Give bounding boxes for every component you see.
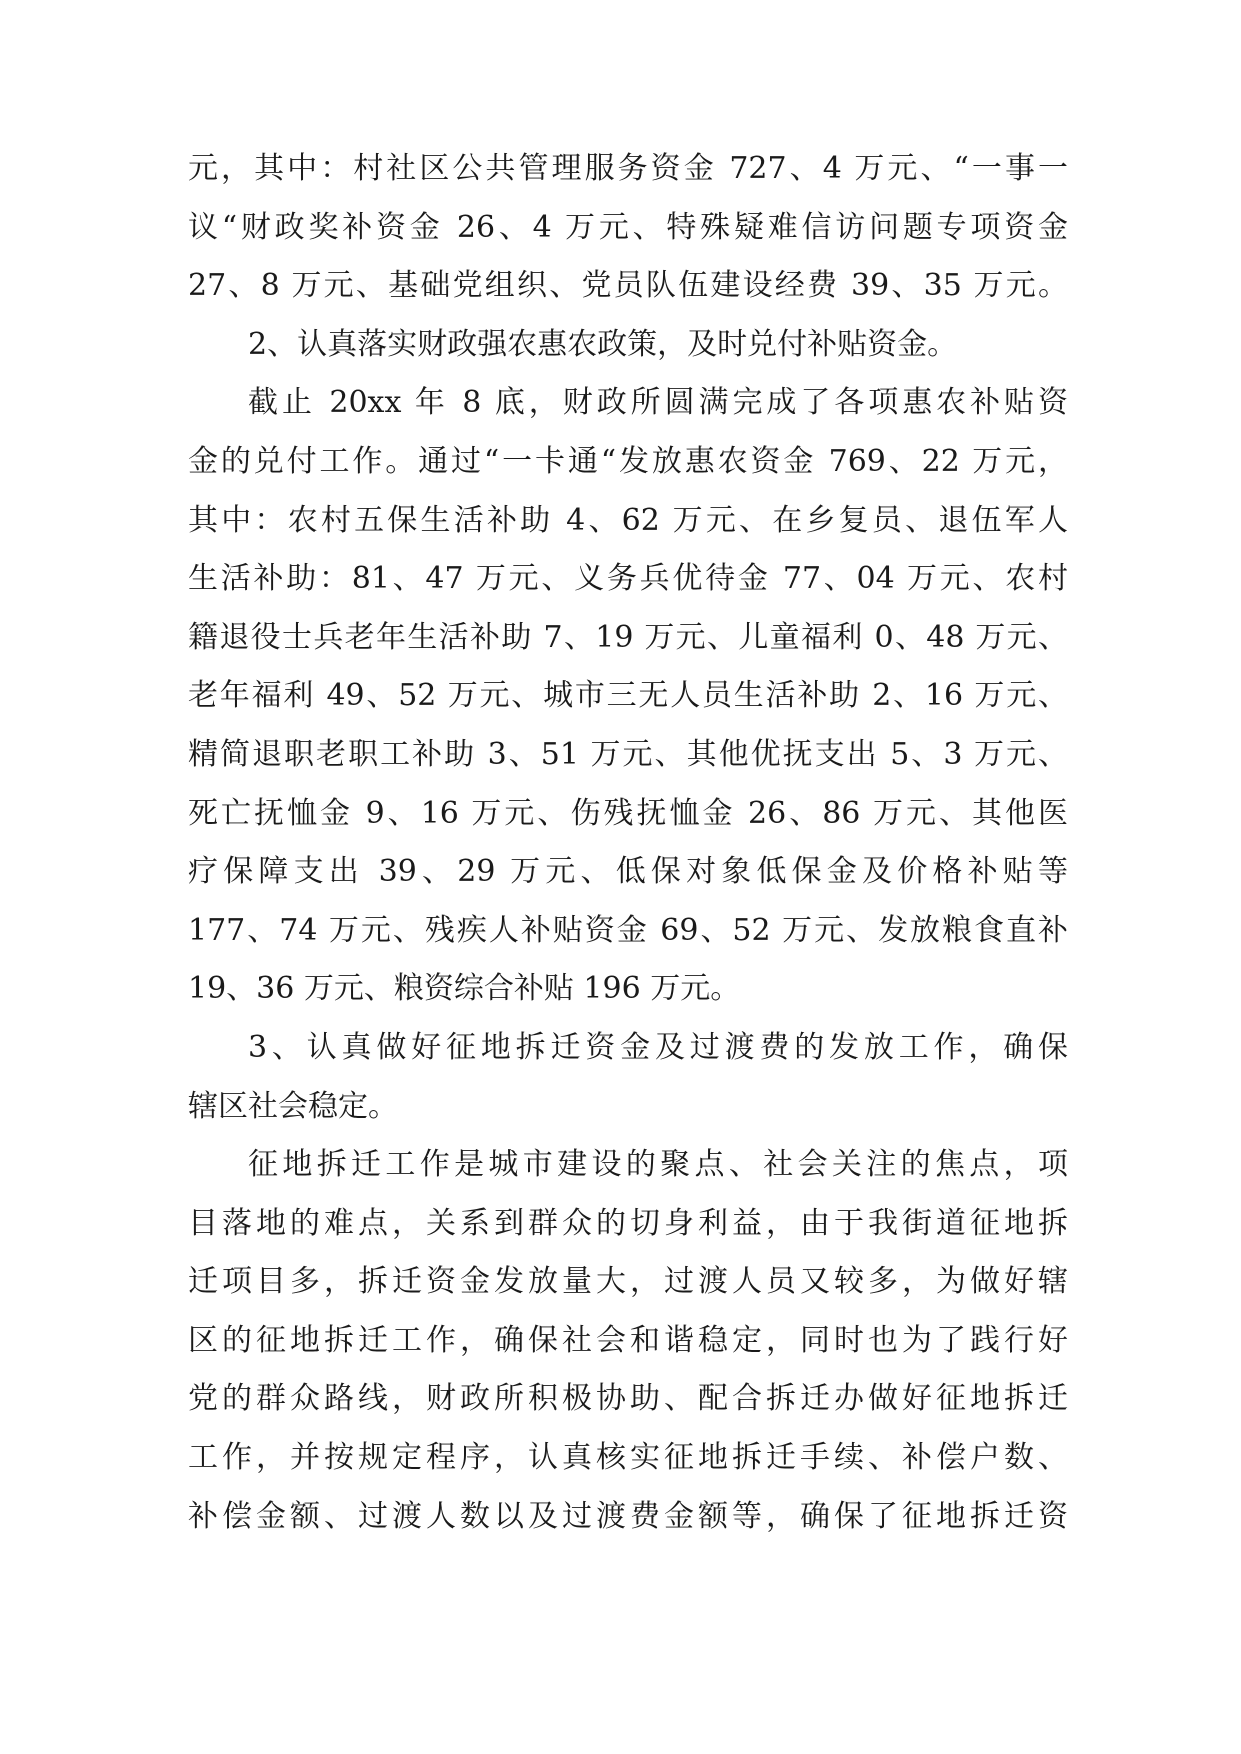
text-line: 辖区社会稳定。	[188, 1088, 398, 1124]
text-line: 3、认真做好征地拆迁资金及过渡费的发放工作，确保	[248, 1029, 1068, 1065]
text-line: 老年福利 49、52 万元、城市三无人员生活补助 2、16 万元、	[188, 678, 1068, 714]
document-body	[188, 140, 1068, 1546]
text-line: 其中：农村五保生活补助 4、62 万元、在乡复员、退伍军人	[188, 502, 1068, 538]
text-line: 177、74 万元、残疾人补贴资金 69、52 万元、发放粮食直补	[188, 912, 1068, 948]
text-line: 区的征地拆迁工作，确保社会和谐稳定，同时也为了践行好	[188, 1322, 1068, 1358]
text-line: 元，其中：村社区公共管理服务资金 727、4 万元、“一事一	[188, 151, 1068, 186]
text-line: 征地拆迁工作是城市建设的聚点、社会关注的焦点，项	[248, 1147, 1068, 1183]
text-line: 党的群众路线，财政所积极协助、配合拆迁办做好征地拆迁	[188, 1381, 1068, 1417]
text-line: 27、8 万元、基础党组织、党员队伍建设经费 39、35 万元。	[188, 268, 1068, 304]
text-line: 工作，并按规定程序，认真核实征地拆迁手续、补偿户数、	[188, 1440, 1068, 1476]
text-line: 截止 20xx 年 8 底，财政所圆满完成了各项惠农补贴资	[248, 385, 1068, 421]
text-line: 籍退役士兵老年生活补助 7、19 万元、儿童福利 0、48 万元、	[188, 619, 1068, 655]
text-line: 补偿金额、过渡人数以及过渡费金额等，确保了征地拆迁资	[188, 1498, 1068, 1534]
text-line: 金的兑付工作。通过“一卡通“发放惠农资金 769、22 万元，	[188, 443, 1068, 479]
text-line: 2、认真落实财政强农惠农政策，及时兑付补贴资金。	[248, 326, 958, 362]
text-line: 议“财政奖补资金 26、4 万元、特殊疑难信访问题专项资金	[188, 209, 1068, 245]
text-line: 迁项目多，拆迁资金发放量大，过渡人员又较多，为做好辖	[188, 1264, 1068, 1300]
text-line: 生活补助：81、47 万元、义务兵优待金 77、04 万元、农村	[188, 561, 1068, 597]
text-line: 目落地的难点，关系到群众的切身利益，由于我街道征地拆	[188, 1205, 1068, 1241]
text-line: 疗保障支出 39、29 万元、低保对象低保金及价格补贴等	[188, 854, 1068, 890]
text-line: 死亡抚恤金 9、16 万元、伤残抚恤金 26、86 万元、其他医	[188, 795, 1068, 831]
text-line: 精简退职老职工补助 3、51 万元、其他优抚支出 5、3 万元、	[188, 736, 1068, 772]
text-line: 19、36 万元、粮资综合补贴 196 万元。	[188, 971, 741, 1007]
